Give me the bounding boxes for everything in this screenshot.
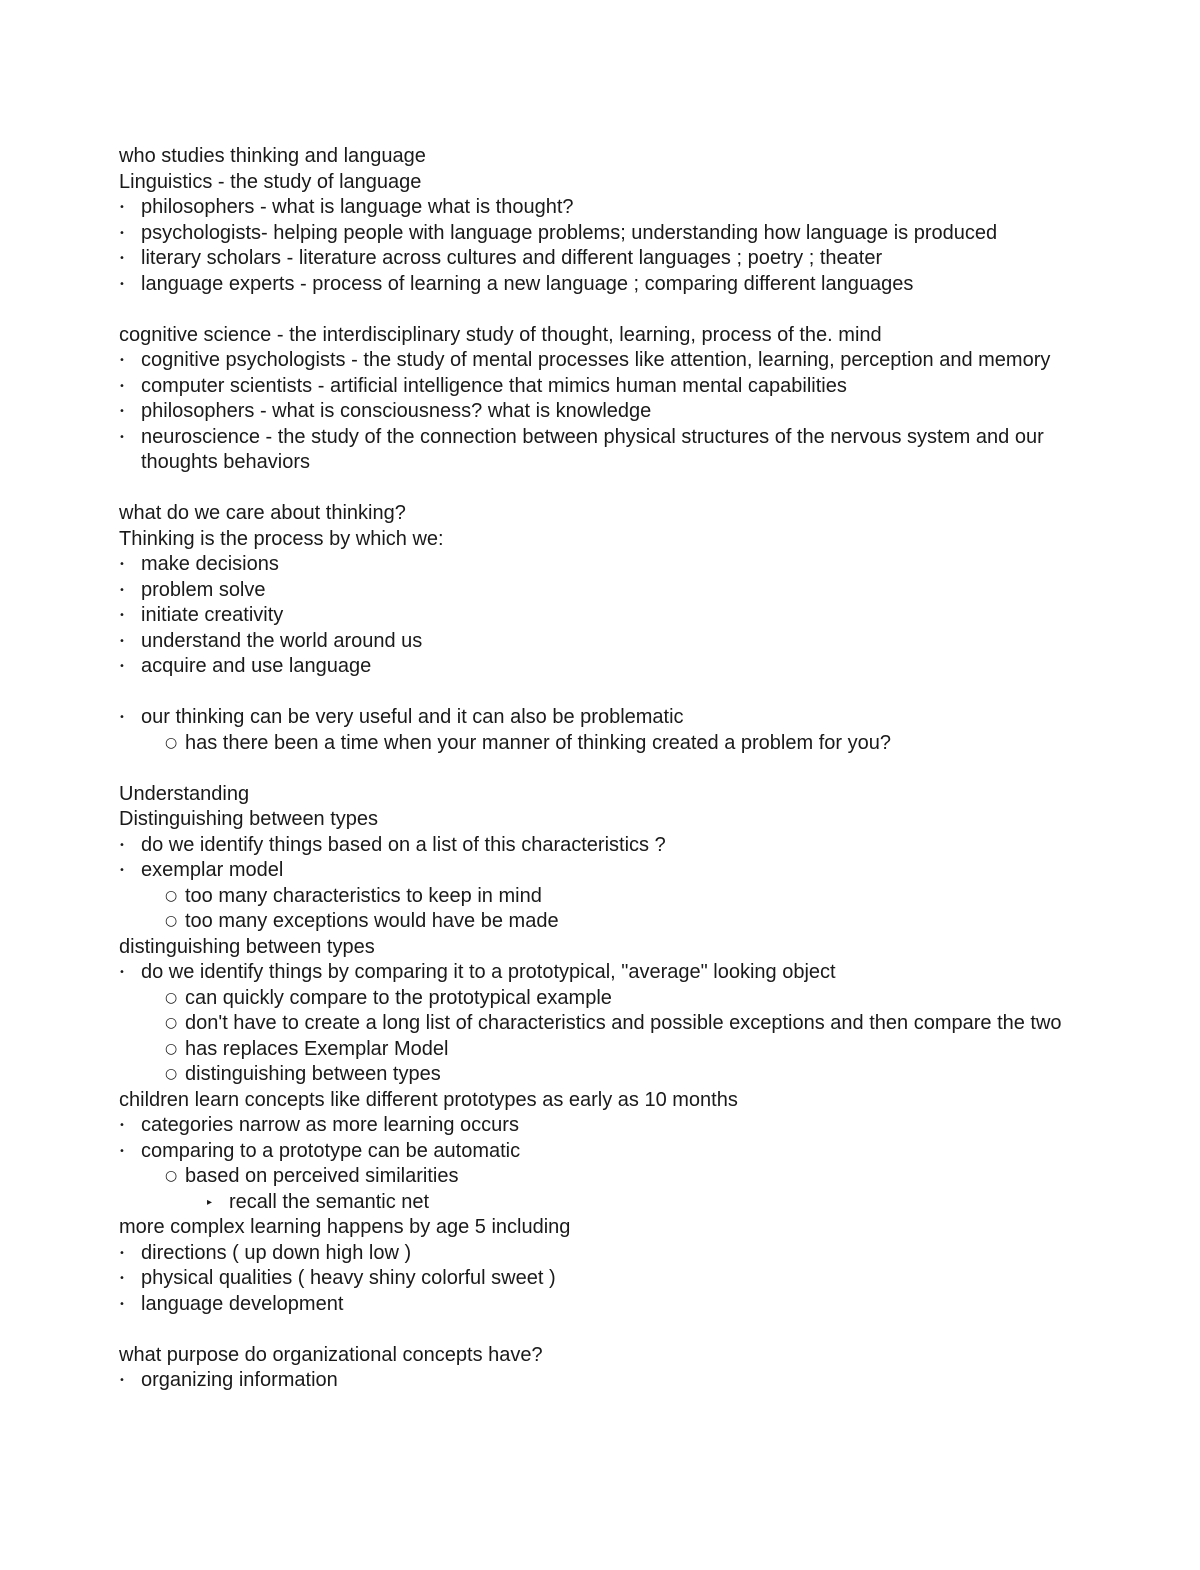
bullet-marker: • bbox=[119, 559, 125, 570]
line-text: distinguishing between types bbox=[185, 1063, 441, 1085]
heading-line bbox=[119, 1215, 1090, 1241]
line-text: too many characteristics to keep in mind bbox=[185, 884, 542, 907]
line-text: can quickly compare to the prototypical example bbox=[185, 986, 612, 1009]
bullet-item bbox=[119, 399, 1090, 425]
line-text: has there been a time when your manner of thinking created a problem for you? bbox=[185, 731, 891, 754]
line-text: acquire and use language bbox=[141, 655, 372, 677]
bullet-item bbox=[119, 578, 1090, 604]
bullet-item bbox=[119, 348, 1090, 374]
sub-bullet-item bbox=[119, 909, 1090, 935]
line-text: language experts - process of learning a new language ; comparing different languages bbox=[141, 272, 914, 295]
bullet-item bbox=[119, 221, 1090, 247]
line-text: understand the world around us bbox=[141, 629, 423, 652]
blank-line bbox=[119, 756, 1090, 782]
line-text: Linguistics - the study of language bbox=[119, 170, 422, 193]
bullet-marker: • bbox=[119, 610, 125, 621]
heading-line bbox=[119, 1343, 1090, 1369]
line-text: categories narrow as more learning occurs bbox=[141, 1114, 519, 1136]
bullet-item bbox=[119, 195, 1090, 221]
line-text: comparing to a prototype can be automatic bbox=[141, 1139, 521, 1162]
bullet-marker: • bbox=[119, 839, 125, 851]
bullet-item bbox=[119, 425, 1090, 476]
heading-line bbox=[119, 935, 1090, 961]
line-text: literary scholars - literature across cultures and different languages ; poetry ; theater bbox=[141, 247, 883, 269]
bullet-marker: • bbox=[119, 431, 125, 443]
heading-line bbox=[119, 144, 1090, 170]
sub-bullet-item bbox=[119, 884, 1090, 910]
sub-sub-bullet-item bbox=[119, 1190, 1090, 1216]
bullet-item bbox=[119, 603, 1090, 629]
line-text: our thinking can be very useful and it can also be problematic bbox=[141, 706, 684, 728]
line-text: don't have to create a long list of characteristics and possible exceptions and then compare the two bbox=[185, 1012, 1062, 1034]
bullet-marker: ○ bbox=[165, 989, 178, 1006]
bullet-marker: • bbox=[119, 584, 125, 596]
line-text: more complex learning happens by age 5 including bbox=[119, 1216, 571, 1238]
line-text: based on perceived similarities bbox=[185, 1165, 459, 1187]
sub-bullet-item bbox=[119, 986, 1090, 1012]
sub-bullet-item bbox=[119, 1164, 1090, 1190]
heading-line bbox=[119, 1088, 1090, 1114]
blank-line bbox=[119, 680, 1090, 706]
bullet-marker: • bbox=[119, 253, 125, 264]
line-text: what purpose do organizational concepts have? bbox=[119, 1343, 543, 1366]
line-text: do we identify things by comparing it to a prototypical, "average" looking object bbox=[141, 961, 836, 983]
bullet-item bbox=[119, 858, 1090, 884]
bullet-item bbox=[119, 552, 1090, 578]
bullet-item bbox=[119, 1266, 1090, 1292]
heading-line bbox=[119, 501, 1090, 527]
line-text: what do we care about thinking? bbox=[119, 502, 406, 524]
line-text: Understanding bbox=[119, 782, 250, 805]
line-text: physical qualities ( heavy shiny colorful sweet ) bbox=[141, 1267, 556, 1289]
bullet-marker: • bbox=[119, 227, 125, 239]
heading-line bbox=[119, 170, 1090, 196]
line-text: computer scientists - artificial intelligence that mimics human mental capabilities bbox=[141, 374, 847, 397]
bullet-marker: ○ bbox=[165, 1066, 178, 1082]
sub-bullet-item bbox=[119, 1011, 1090, 1037]
bullet-marker: ○ bbox=[165, 1040, 178, 1057]
heading-line bbox=[119, 807, 1090, 833]
blank-line bbox=[119, 1317, 1090, 1343]
bullet-item bbox=[119, 1139, 1090, 1165]
line-text: make decisions bbox=[141, 553, 279, 575]
line-text: cognitive psychologists - the study of mental processes like attention, learning, perception and memory bbox=[141, 349, 1051, 371]
bullet-marker: • bbox=[119, 1273, 125, 1284]
line-text: language development bbox=[141, 1292, 344, 1315]
line-text: organizing information bbox=[141, 1369, 338, 1391]
sub-bullet-item bbox=[119, 731, 1090, 757]
line-text: Thinking is the process by which we: bbox=[119, 527, 444, 550]
bullet-item bbox=[119, 1241, 1090, 1267]
bullet-marker: ○ bbox=[165, 734, 178, 751]
heading-line bbox=[119, 323, 1090, 349]
bullet-item bbox=[119, 272, 1090, 298]
bullet-marker: • bbox=[119, 406, 125, 417]
notes-body bbox=[119, 144, 1090, 1394]
bullet-marker: • bbox=[119, 1375, 125, 1386]
line-text: do we identify things based on a list of this characteristics ? bbox=[141, 833, 666, 856]
bullet-marker: • bbox=[119, 661, 125, 672]
bullet-marker: ▸ bbox=[207, 1196, 213, 1208]
blank-line bbox=[119, 476, 1090, 502]
line-text: distinguishing between types bbox=[119, 935, 375, 958]
line-text: problem solve bbox=[141, 578, 266, 601]
sub-bullet-item bbox=[119, 1062, 1090, 1088]
bullet-marker: ○ bbox=[165, 1015, 178, 1031]
bullet-marker: • bbox=[119, 278, 125, 290]
bullet-marker: • bbox=[119, 380, 125, 392]
bullet-marker: • bbox=[119, 355, 125, 366]
line-text: Distinguishing between types bbox=[119, 808, 379, 830]
line-text: cognitive science - the interdisciplinary study of thought, learning, process of the. mind bbox=[119, 323, 882, 346]
heading-line bbox=[119, 782, 1090, 808]
bullet-item bbox=[119, 1292, 1090, 1318]
bullet-marker: • bbox=[119, 1120, 125, 1131]
bullet-marker: • bbox=[119, 635, 125, 647]
bullet-marker: • bbox=[119, 1298, 125, 1310]
bullet-marker: • bbox=[119, 1247, 125, 1259]
bullet-item bbox=[119, 960, 1090, 986]
line-text: who studies thinking and language bbox=[119, 145, 426, 167]
line-text: philosophers - what is consciousness? what is knowledge bbox=[141, 400, 652, 422]
bullet-item bbox=[119, 246, 1090, 272]
bullet-item bbox=[119, 1113, 1090, 1139]
line-text: psychologists- helping people with language problems; understanding how language is produced bbox=[141, 221, 998, 244]
line-text: children learn concepts like different prototypes as early as 10 months bbox=[119, 1088, 738, 1111]
line-text: exemplar model bbox=[141, 859, 284, 881]
line-text: recall the semantic net bbox=[229, 1190, 430, 1213]
bullet-item bbox=[119, 374, 1090, 400]
bullet-marker: • bbox=[119, 865, 125, 876]
bullet-item bbox=[119, 629, 1090, 655]
bullet-marker: • bbox=[119, 967, 125, 978]
line-text: too many exceptions would have be made bbox=[185, 910, 559, 932]
bullet-item bbox=[119, 833, 1090, 859]
bullet-marker: ○ bbox=[165, 913, 178, 929]
bullet-item bbox=[119, 705, 1090, 731]
line-text: philosophers - what is language what is thought? bbox=[141, 196, 574, 218]
sub-bullet-item bbox=[119, 1037, 1090, 1063]
line-text: neuroscience - the study of the connection between physical structures of the nervous system and our thoughts behaviors bbox=[141, 425, 1044, 473]
bullet-marker: • bbox=[119, 1145, 125, 1157]
bullet-item bbox=[119, 1368, 1090, 1394]
bullet-item bbox=[119, 654, 1090, 680]
bullet-marker: • bbox=[119, 202, 125, 213]
line-text: directions ( up down high low ) bbox=[141, 1241, 412, 1264]
bullet-marker: • bbox=[119, 712, 125, 723]
bullet-marker: ○ bbox=[165, 887, 178, 904]
bullet-marker: ○ bbox=[165, 1168, 178, 1184]
blank-line bbox=[119, 297, 1090, 323]
line-text: initiate creativity bbox=[141, 604, 284, 626]
heading-line bbox=[119, 527, 1090, 553]
line-text: has replaces Exemplar Model bbox=[185, 1037, 449, 1060]
